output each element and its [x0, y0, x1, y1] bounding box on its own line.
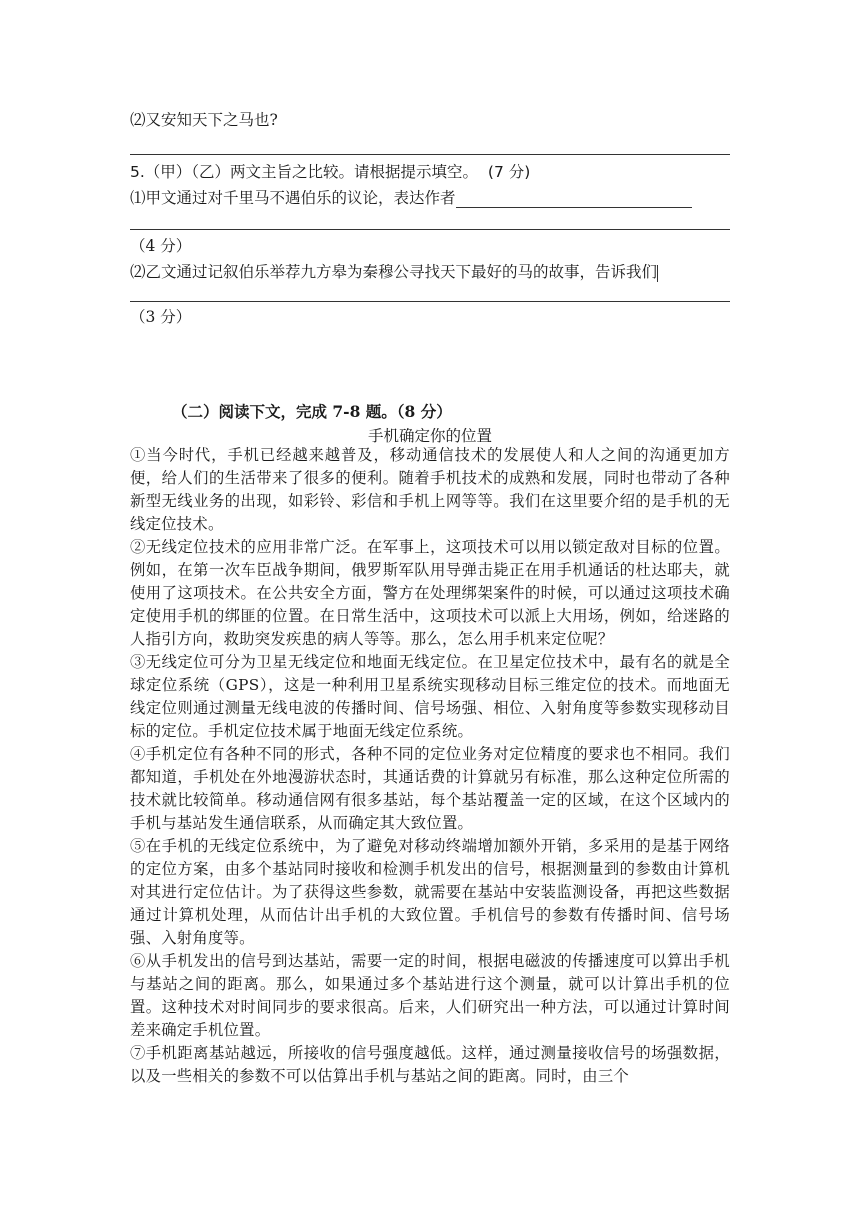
question-5-item-1 — [130, 188, 692, 208]
answer-rule — [130, 301, 730, 302]
answer-rule — [130, 229, 730, 230]
question-5-item-2 — [130, 262, 658, 282]
question-5-stem — [130, 162, 530, 182]
answer-rule — [130, 154, 730, 155]
item-1-score: （4 分） — [130, 237, 192, 255]
paragraph-6: ⑥从手机发出的信号到达基站，需要一定的时间，根据电磁波的传播速度可以算出手机与基站之间的距离。那么，如果通过多个基站进行这个测量，就可以计算出手机的位置。这种技术对时间同步的要求很高。后来，人们研究出一种方法，可以通过计算时间差来确定手机位置。 — [130, 952, 730, 1039]
paragraph-3: ③无线定位可分为卫星无线定位和地面无线定位。在卫星定位技术中，最有名的就是全球定位系统（GPS），这是一种利用卫星系统实现移动目标三维定位的技术。而地面无线定位则通过测量无线电波的传播时间、信号场强、相位、入射角度等参数实现移动目标的定位。手机定位技术属于地面无线定位系统。 — [130, 653, 730, 740]
answer-blank[interactable] — [657, 265, 658, 282]
question-text: （甲）（乙）两文主旨之比较。请根据提示填空。 — [144, 163, 479, 181]
article-body — [130, 444, 730, 1088]
paragraph-2: ②无线定位技术的应用非常广泛。在军事上，这项技术可以用以锁定敌对目标的位置。例如，在第一次车臣战争期间，俄罗斯军队用导弹击毙正在用手机通话的杜达耶夫，就使用了这项技术。在公共安全方面，警方在处理绑架案件的时候，可以通过这项技术确定使用手机的绑匪的位置。在日常生活中，这项技术可以派上大用场，例如，给迷路的人指引方向，救助突发疾患的病人等等。那么，怎么用手机来定位呢？ — [130, 538, 730, 648]
answer-blank[interactable] — [456, 191, 692, 208]
article-title: 手机确定你的位置 — [367, 427, 492, 445]
question-4-item-2: ⑵又安知天下之马也? — [130, 111, 278, 129]
question-score: (7 分) — [487, 163, 531, 181]
section-heading: （二）阅读下文，完成 7-8 题。（8 分） — [172, 402, 452, 421]
paragraph-1: ①当今时代，手机已经越来越普及，移动通信技术的发展使人和人之间的沟通更加方便，给人们的生活带来了很多的便利。随着手机技术的成熟和发展，同时也带动了各种新型无线业务的出现，如彩铃、彩信和手机上网等等。我们在这里要介绍的是手机的无线定位技术。 — [130, 446, 730, 533]
item-2-text: ⑵乙文通过记叙伯乐举荐九方皋为秦穆公寻找天下最好的马的故事，告诉我们 — [130, 263, 658, 281]
paragraph-7: ⑦手机距离基站越远，所接收的信号强度越低。这样，通过测量接收信号的场强数据，以及一些相关的参数不可以估算出手机与基站之间的距离。同时，由三个 — [130, 1044, 730, 1085]
question-number: 5. — [130, 163, 145, 181]
item-2-score: （3 分） — [130, 308, 192, 326]
paragraph-4: ④手机定位有各种不同的形式，各种不同的定位业务对定位精度的要求也不相同。我们都知道，手机处在外地漫游状态时，其通话费的计算就另有标准，那么这种定位所需的技术就比较简单。移动通信网有很多基站，每个基站覆盖一定的区域，在这个区域内的手机与基站发生通信联系，从而确定其大致位置。 — [130, 745, 730, 832]
paragraph-5: ⑤在手机的无线定位系统中，为了避免对移动终端增加额外开销，多采用的是基于网络的定位方案，由多个基站同时接收和检测手机发出的信号，根据测量到的参数由计算机对其进行定位估计。为了获得这些参数，就需要在基站中安装监测设备，再把这些数据通过计算机处理，从而估计出手机的大致位置。手机信号的参数有传播时间、信号场强、入射角度等。 — [130, 837, 730, 947]
item-1-text: ⑴甲文通过对千里马不遇伯乐的议论，表达作者 — [130, 189, 456, 207]
